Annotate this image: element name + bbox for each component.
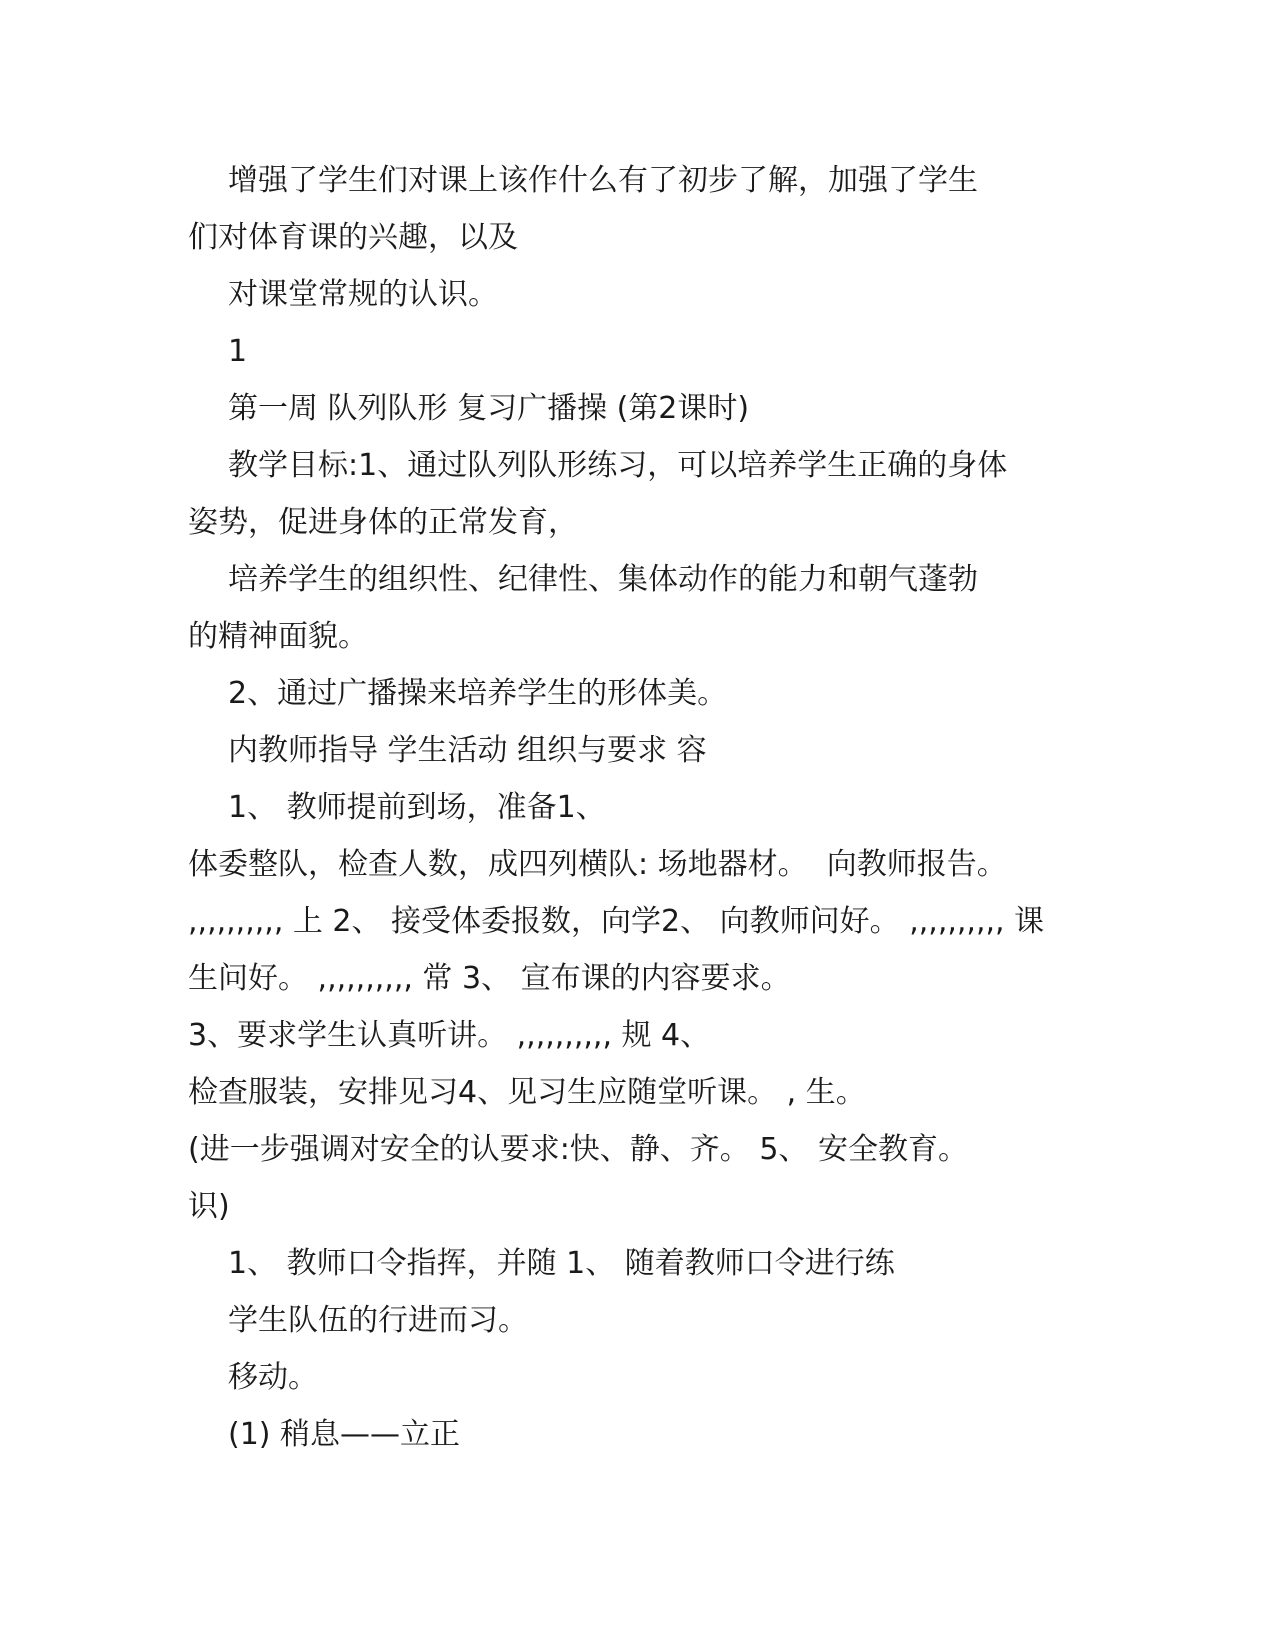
text-line: (1) 稍息——立正 xyxy=(228,1417,461,1452)
text-line: 检查服装，安排见习4、见习生应随堂听课。 , 生。 xyxy=(188,1075,866,1110)
text-line: 培养学生的组织性、纪律性、集体动作的能力和朝气蓬勃 xyxy=(228,562,978,597)
text-line: 们对体育课的兴趣，以及 xyxy=(188,220,518,255)
text-line: 姿势，促进身体的正常发育， xyxy=(188,505,578,540)
text-line: 对课堂常规的认识。 xyxy=(228,277,498,312)
text-line: 体委整队，检查人数，成四列横队: 场地器材。 向教师报告。 xyxy=(188,847,1007,882)
text-line: ,,,,,,,,,, 上 2、 接受体委报数，向学2、 向教师问好。 ,,,,,,,,,, 课 xyxy=(188,904,1045,939)
text-line: 第一周 队列队形 复习广播操 (第2课时) xyxy=(228,391,750,426)
text-line: 1、 教师口令指挥，并随 1、 随着教师口令进行练 xyxy=(228,1246,895,1281)
text-line: 移动。 xyxy=(228,1360,318,1395)
text-line: 1 xyxy=(228,334,248,369)
text-line: 内教师指导 学生活动 组织与要求 容 xyxy=(228,733,707,768)
text-line: 1、 教师提前到场，准备1、 xyxy=(228,790,606,825)
text-line: 的精神面貌。 xyxy=(188,619,368,654)
text-line: 教学目标:1、通过队列队形练习，可以培养学生正确的身体 xyxy=(228,448,1008,483)
text-line: (进一步强调对安全的认要求:快、静、齐。 5、 安全教育。 xyxy=(188,1132,968,1167)
text-line: 3、要求学生认真听讲。 ,,,,,,,,,, 规 4、 xyxy=(188,1018,711,1053)
text-line: 增强了学生们对课上该作什么有了初步了解，加强了学生 xyxy=(228,163,978,198)
text-line: 2、通过广播操来培养学生的形体美。 xyxy=(228,676,728,711)
text-line: 识) xyxy=(188,1189,230,1224)
text-line: 生问好。 ,,,,,,,,,, 常 3、 宣布课的内容要求。 xyxy=(188,961,791,996)
text-line: 学生队伍的行进而习。 xyxy=(228,1303,528,1338)
document-body xyxy=(188,152,1088,1463)
